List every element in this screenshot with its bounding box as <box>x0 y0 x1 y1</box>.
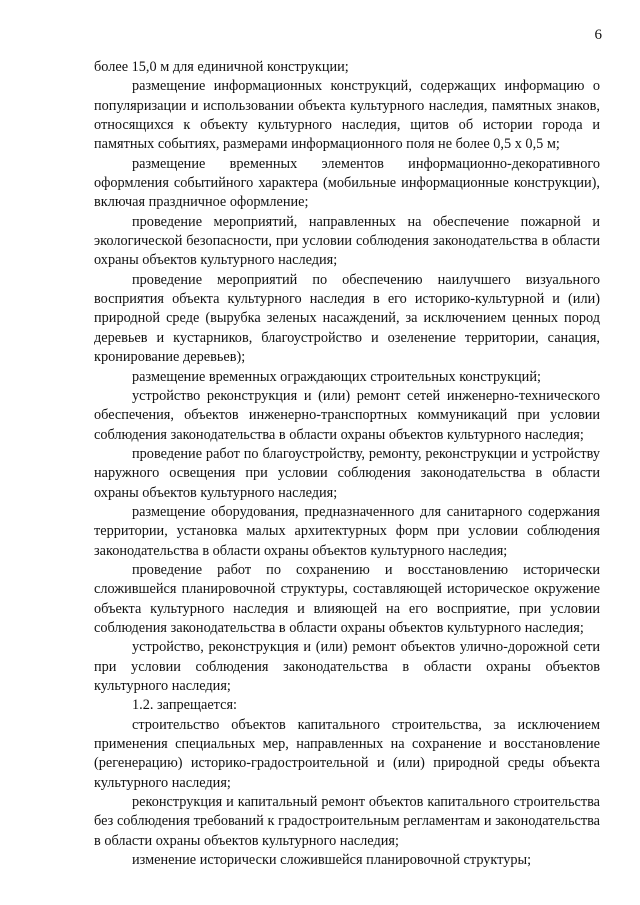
paragraph-continuation: более 15,0 м для единичной конструкции; <box>94 59 349 75</box>
paragraph-capital-construction: строительство объектов капитального строительства, за исключением применения специальных мер, направленных на сохранение и восстановление (регенерацию) историко-градостроительной и (или) природной среды объекта культурного наследия; <box>94 716 600 791</box>
paragraph-planning-change: изменение исторически сложившейся планировочной структуры; <box>132 852 532 869</box>
paragraph-engineering-networks: устройство реконструкция и (или) ремонт сетей инженерно-технического обеспечения, объектов инженерно-транспортных коммуникаций при условии соблюдения законодательства в области охраны объектов культурного наследия; <box>94 387 600 443</box>
paragraph-temporary-fences: размещение временных ограждающих строительных конструкций; <box>132 368 541 385</box>
page-number: 6 <box>594 27 602 43</box>
document-body <box>94 58 600 870</box>
paragraph-sanitary-equipment: размещение оборудования, предназначенного для санитарного содержания территории, установка малых архитектурных форм при условии соблюдения законодательства в области охраны объектов культурного наследия; <box>94 503 600 559</box>
section-heading-prohibited: 1.2. запрещается: <box>132 697 237 714</box>
paragraph-road-network: устройство, реконструкция и (или) ремонт объектов улично-дорожной сети при условии соблюдения законодательства в области охраны объектов культурного наследия; <box>94 639 600 694</box>
paragraph-info-constructions: размещение информационных конструкций, содержащих информацию о популяризации и использовании объекта культурного наследия, памятных знаков, относящихся к объекту культурного наследия, щитов об истории города и памятных событиях, размерами информационного поля не более 0,5 х 0,5 м; <box>94 78 600 153</box>
paragraph-visual-perception: проведение мероприятий по обеспечению наилучшего визуального восприятия объекта культурного наследия в его историко-культурной и (или) природной среде (вырубка зеленых насаждений, за исключением ценных пород деревьев и кустарников, благоустройство и озеленение территории, санация, кронирование деревьев); <box>94 271 600 366</box>
paragraph-temporary-decor: размещение временных элементов информационно-декоративного оформления событийного характера (мобильные информационные конструкции), включая праздничное оформление; <box>94 155 600 211</box>
paragraph-reconstruction-repair: реконструкция и капитальный ремонт объектов капитального строительства без соблюдения требований к градостроительным регламентам и законодательства в области охраны объектов культурного наследия; <box>94 794 600 849</box>
paragraph-planning-structure-restoration: проведение работ по сохранению и восстановлению исторически сложившейся планировочной структуры, составляющей историческое окружение объекта культурного наследия и влияющей на его восприятие, при условии соблюдения законодательства в области охраны объектов культурного наследия; <box>94 561 600 636</box>
paragraph-landscaping-lighting: проведение работ по благоустройству, ремонту, реконструкции и устройству наружного освещения при условии соблюдения законодательства в области охраны объектов культурного наследия; <box>94 445 600 501</box>
paragraph-fire-safety: проведение мероприятий, направленных на обеспечение пожарной и экологической безопасности, при условии соблюдения законодательства в области охраны объектов культурного наследия; <box>94 213 600 269</box>
